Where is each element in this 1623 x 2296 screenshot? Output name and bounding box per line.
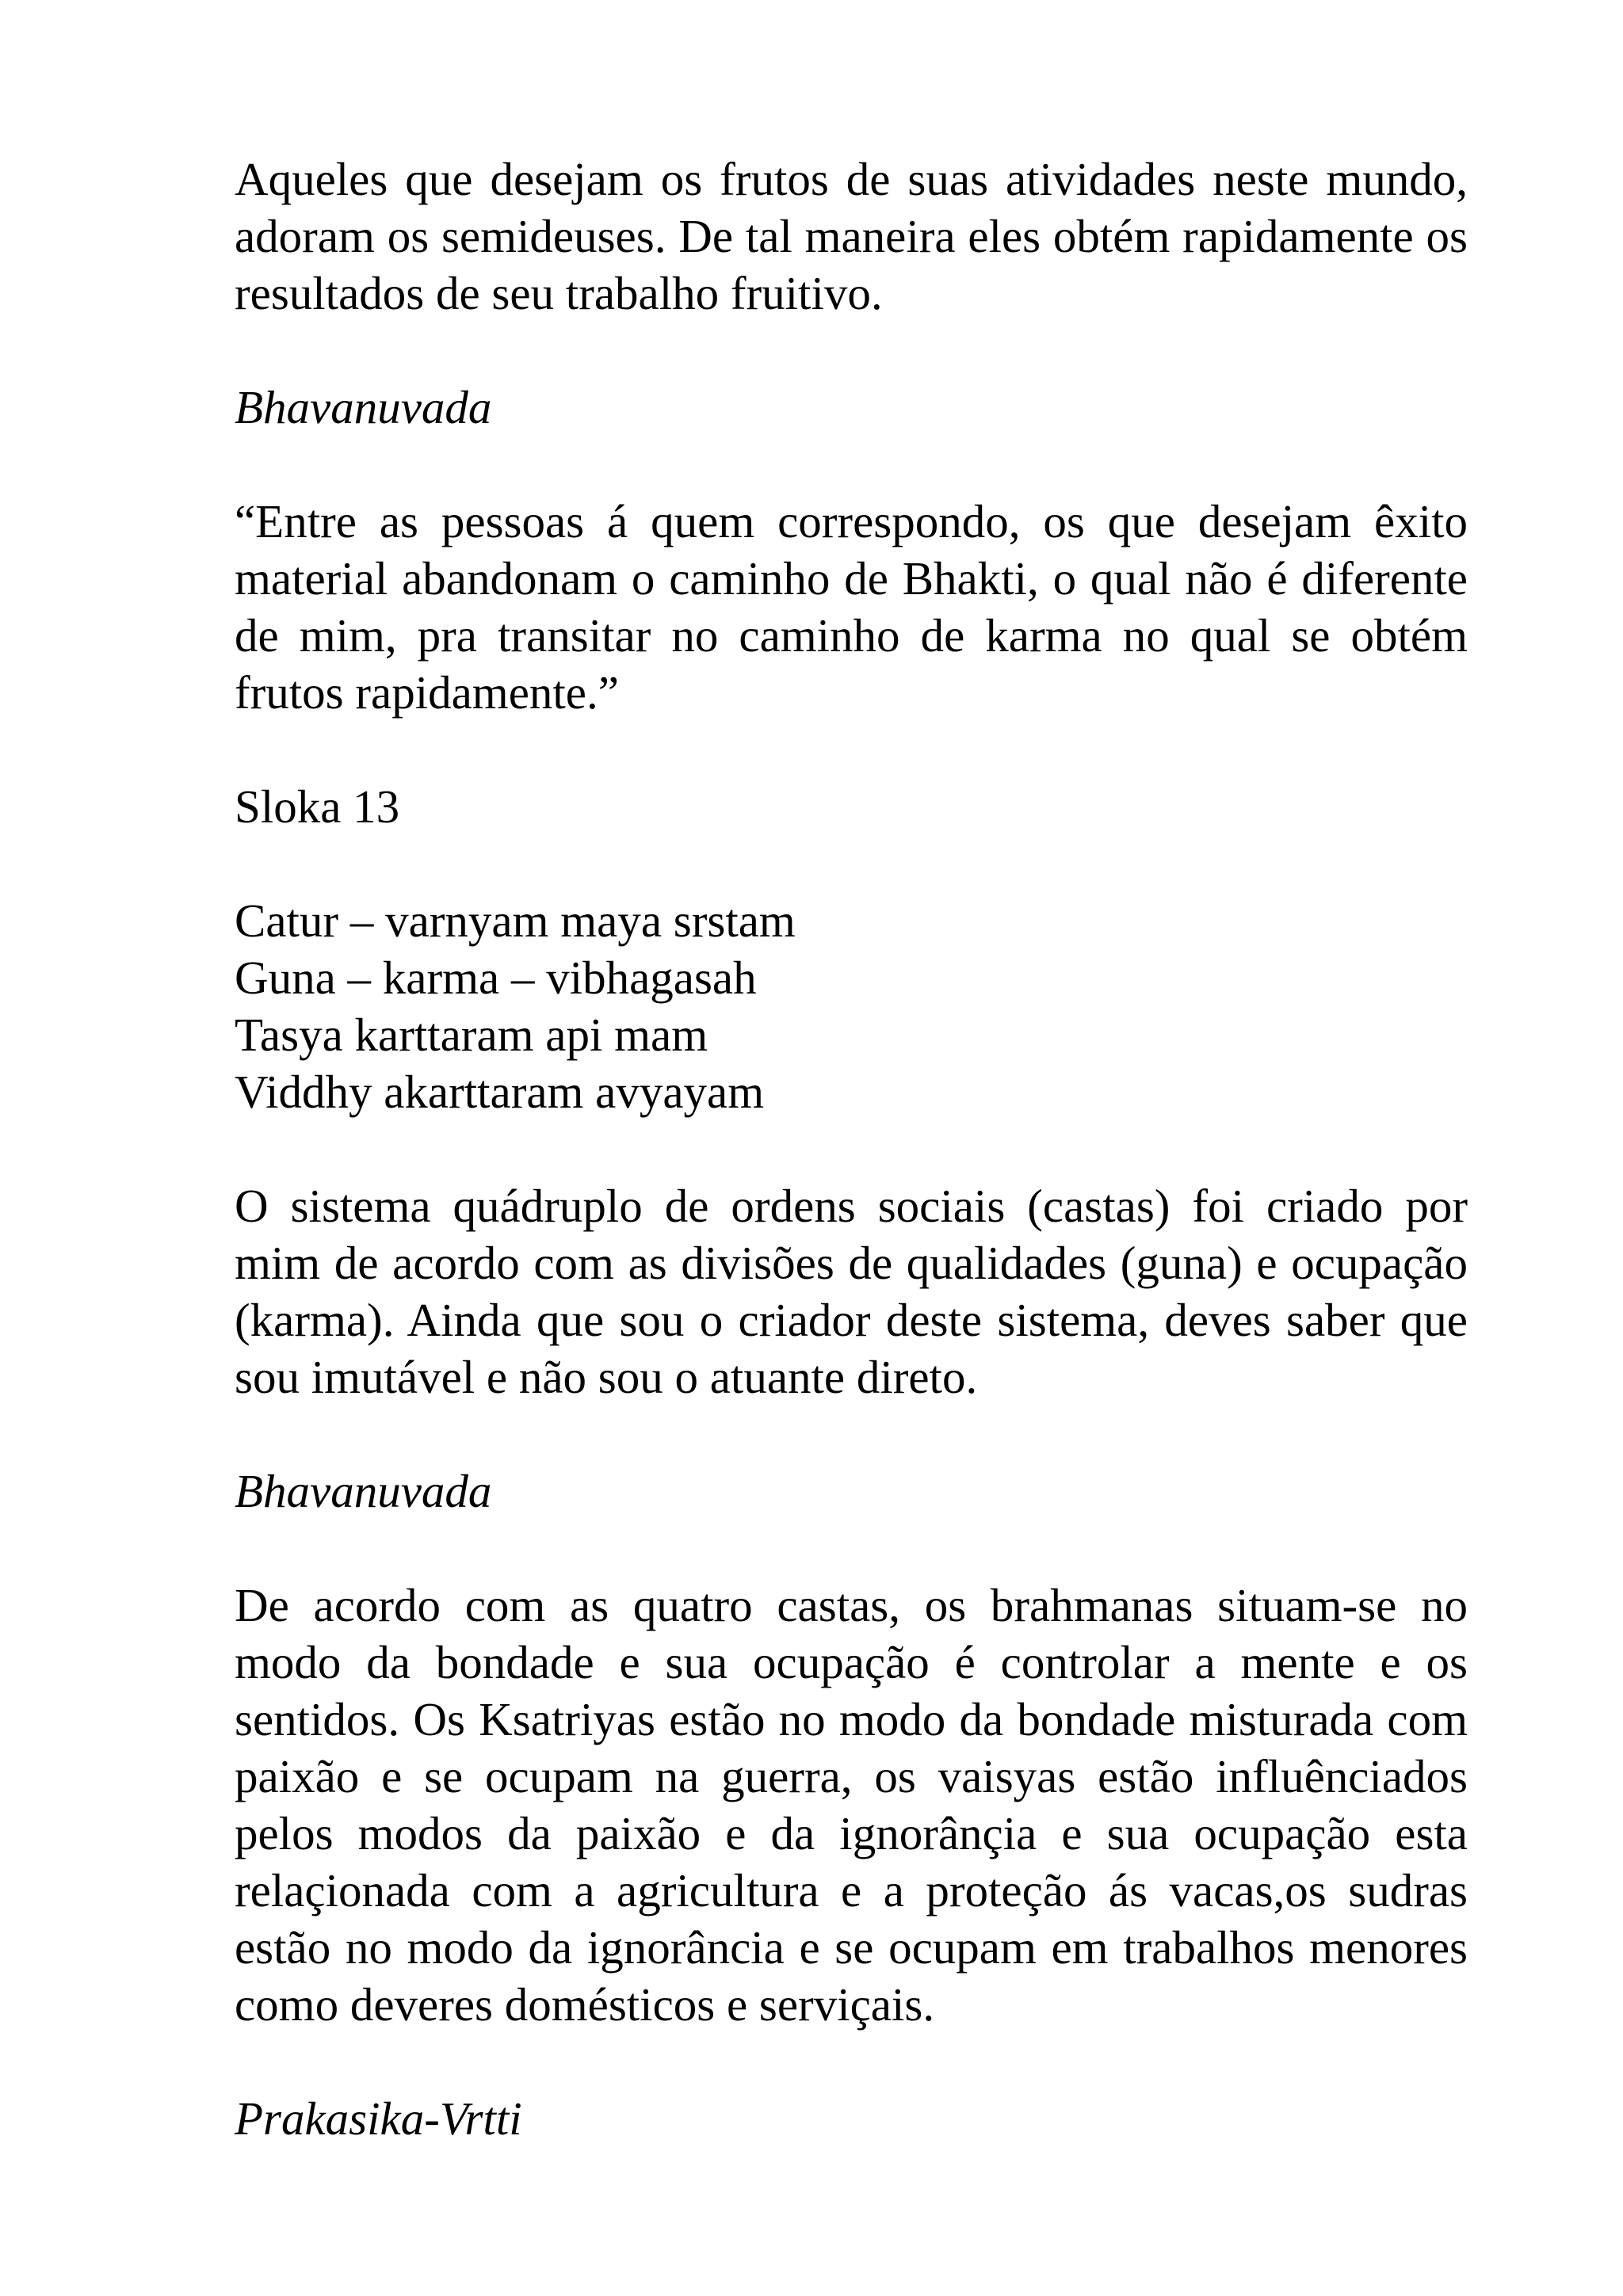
verse-line: Guna – karma – vibhagasah — [235, 952, 757, 1004]
sloka-verse — [235, 892, 1468, 1120]
paragraph-fruits: Aqueles que desejam os frutos de suas atividades neste mundo, adoram os semideuses. De tal maneira eles obtém rapidamente os resultados de seu trabalho fruitivo. — [235, 153, 1468, 319]
sloka-title: Sloka 13 — [235, 780, 400, 833]
document-page — [235, 151, 1468, 2204]
paragraph-translation: O sistema quádruplo de ordens sociais (castas) foi criado por mim de acordo com as divisões de qualidades (guna) e ocupação (karma). Ainda que sou o criador deste sistema, deves saber que sou imutável e não sou o atuante direto. — [235, 1180, 1468, 1403]
verse-line: Tasya karttaram api mam — [235, 1009, 708, 1061]
verse-line: Viddhy akarttaram avyayam — [235, 1066, 765, 1118]
paragraph-quote: “Entre as pessoas á quem correspondo, os que desejam êxito material abandonam o caminho de Bhakti, o qual não é diferente de mim, pra transitar no caminho de karma no qual se obtém frutos rapidamente.” — [235, 495, 1468, 719]
heading-bhavanuvada-2: Bhavanuvada — [235, 1465, 492, 1517]
verse-line: Catur – varnyam maya srstam — [235, 894, 796, 947]
heading-bhavanuvada-1: Bhavanuvada — [235, 381, 492, 433]
heading-prakasika-vrtti: Prakasika-Vrtti — [235, 2092, 522, 2145]
paragraph-castes: De acordo com as quatro castas, os brahmanas situam-se no modo da bondade e sua ocupação é controlar a mente e os sentidos. Os Ksatriyas estão no modo da bondade misturada com paixão e se ocupam na guerra, os vaisyas estão influênciados pelos modos da paixão e da ignorânçia e sua ocupação esta relaçionada com a agricultura e a proteção ás vacas,os sudras estão no modo da ignorância e se ocupam em trabalhos menores como deveres domésticos e serviçais. — [235, 1579, 1468, 2031]
